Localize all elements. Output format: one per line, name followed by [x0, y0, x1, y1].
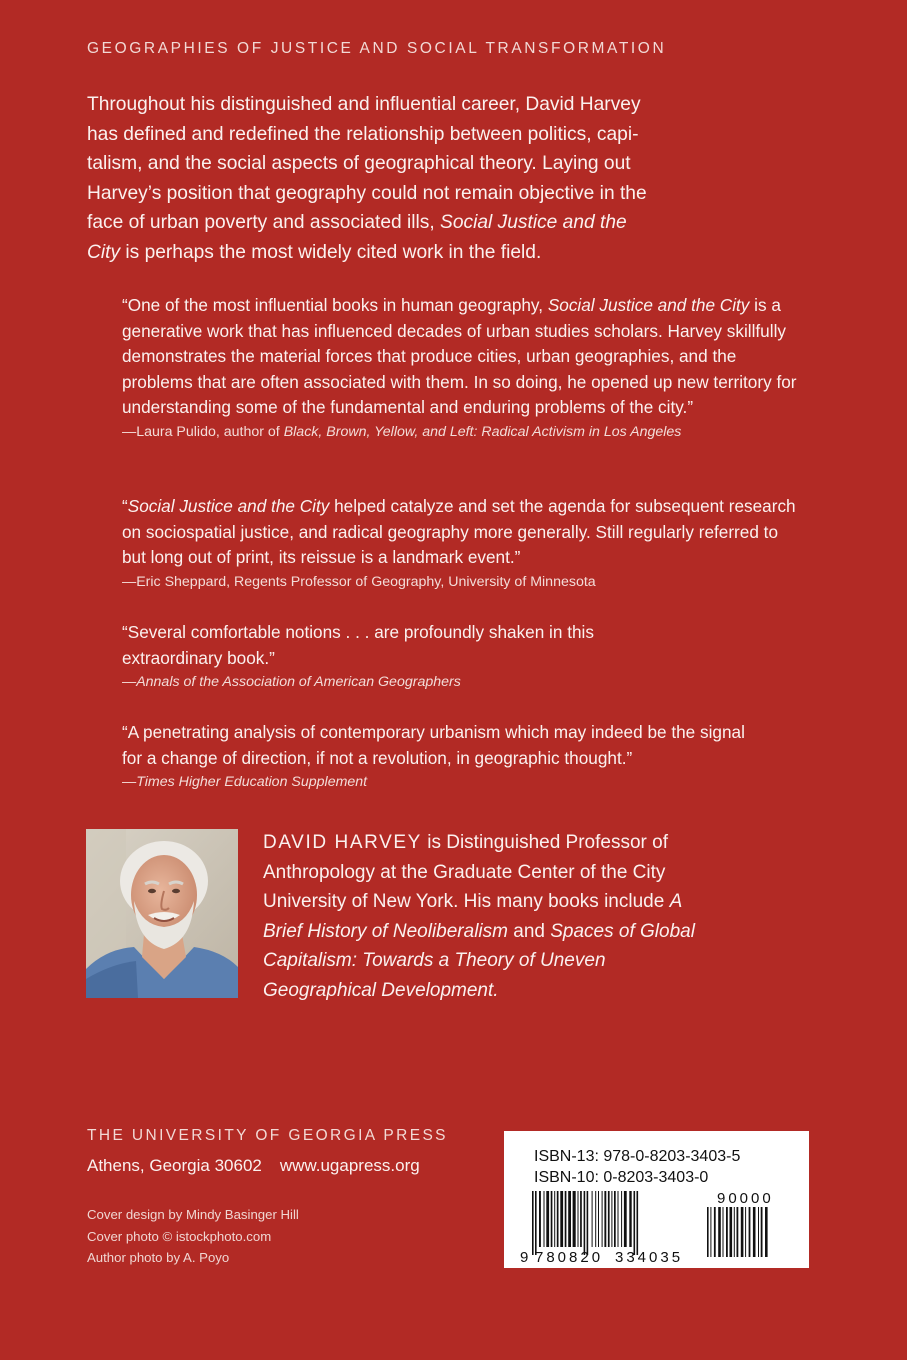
quote-attribution: —Eric Sheppard, Regents Professor of Geography, University of Minnesota: [122, 573, 596, 590]
barcode-bar: [554, 1191, 555, 1247]
price-code: 90000: [717, 1190, 774, 1207]
barcode-bar: [707, 1207, 709, 1257]
quote-text: “One of the most influential books in human geography, Social Justice and the City is a generative work that has influenced decades of urban studies scholars. Harvey skillfully demonstrates the material forces that produce cities, urban geographies, and the problems that are often associated with them. In so doing, he opened up new territory for understanding some of the fundamental and enduring problems of the city.”: [122, 295, 797, 417]
author-name: DAVID HARVEY: [263, 832, 422, 853]
barcode-bar: [718, 1207, 721, 1257]
barcode-bar: [595, 1191, 596, 1247]
barcode-bar: [592, 1191, 593, 1247]
barcode-bar: [726, 1207, 728, 1257]
barcode-bar: [544, 1191, 545, 1247]
barcode-bar: [573, 1191, 576, 1247]
quote-attribution: —Laura Pulido, author of Black, Brown, Yellow, and Left: Radical Activism in Los Angeles: [122, 423, 682, 440]
barcode-bar: [629, 1191, 631, 1247]
ean-right-digits: 334035: [615, 1249, 684, 1266]
barcode-bar: [565, 1191, 567, 1247]
isbn-13: ISBN-13: 978-0-8203-3403-5: [534, 1148, 741, 1165]
publisher-address: [87, 1156, 420, 1176]
barcode-bar: [535, 1191, 537, 1255]
credit-line: Cover photo © istockphoto.com: [87, 1228, 272, 1244]
ean-first-digit: 9: [520, 1249, 529, 1266]
publisher-city: Athens, Georgia 30602: [87, 1156, 262, 1175]
barcode-bar: [741, 1207, 744, 1257]
barcode-bar: [714, 1207, 716, 1257]
barcode-bar: [598, 1191, 599, 1247]
barcode-bar: [602, 1191, 603, 1247]
publisher-website: www.ugapress.org: [279, 1156, 420, 1175]
review-quote-sheppard: [122, 494, 802, 593]
quote-text: “Social Justice and the City helped catalyze and set the agenda for subsequent research on sociospatial justice, and radical geography more generally. Still regularly referred to but long out of print, its reissue is a landmark event.”: [122, 496, 796, 567]
credit-line: Author photo by A. Poyo: [87, 1250, 230, 1265]
barcode-bar: [734, 1207, 735, 1257]
barcode-bar: [587, 1191, 589, 1255]
barcode-bar: [604, 1191, 606, 1247]
barcode-bar: [611, 1191, 612, 1247]
author-bio: DAVID HARVEY is Distinguished Professor of Anthropology at the Graduate Center of the City University of New York. His many books include A Brief History of Neoliberalism and Spaces of Global Capitalism: Towards a Theory of Uneven Geographical Development.: [263, 832, 695, 1001]
credit-line: Cover design by Mindy Basinger Hill: [87, 1207, 299, 1222]
barcode-bar: [758, 1207, 759, 1257]
author-photo: [86, 829, 238, 998]
barcode-bar: [578, 1191, 579, 1247]
publisher-name: THE UNIVERSITY OF GEORGIA PRESS: [87, 1127, 448, 1144]
quote-attribution: —Times Higher Education Supplement: [122, 774, 368, 790]
barcode-bar: [614, 1191, 616, 1247]
review-quote-annals: [122, 620, 682, 693]
barcode-bar: [753, 1207, 756, 1257]
description-blurb: Throughout his distinguished and influential career, David Harvey has defined and redefined the relationship between politics, capi- talism, and the social aspects of geographical theory. Laying out Harvey’s position that geography could not remain objective in the face of urban poverty and associated ills, Social Justice and the City is perhaps the most widely cited work in the field.: [87, 94, 647, 263]
quote-text: “Several comfortable notions . . . are profoundly shaken in this extraordinary book.”: [122, 622, 594, 668]
barcode-bar: [584, 1191, 586, 1255]
isbn-10: ISBN-10: 0-8203-3403-0: [534, 1169, 709, 1186]
barcode-bar: [765, 1207, 768, 1257]
barcode-bar: [539, 1191, 541, 1247]
barcode-bar: [745, 1207, 746, 1257]
review-quote-pulido: [122, 293, 802, 443]
barcode-bar: [621, 1191, 622, 1247]
barcode-bar: [580, 1191, 582, 1247]
barcode-bar: [634, 1191, 636, 1255]
barcode-bar: [551, 1191, 553, 1247]
barcode-bar: [560, 1191, 563, 1247]
barcode-bar: [749, 1207, 751, 1257]
barcode-bar: [557, 1191, 559, 1247]
barcode-graphic: [504, 1131, 809, 1268]
cover-credits: [87, 1204, 299, 1269]
ean-barcode: [532, 1191, 638, 1255]
barcode-bar: [568, 1191, 571, 1247]
quote-text: “A penetrating analysis of contemporary urbanism which may indeed be the signal for a change of direction, if not a revolution, in geographic thought.”: [122, 722, 745, 768]
quote-attribution: —Annals of the Association of American Geographers: [122, 674, 461, 690]
barcode-bar: [737, 1207, 739, 1257]
barcode-panel: [504, 1131, 809, 1268]
barcode-bar: [710, 1207, 711, 1257]
barcode-bar: [723, 1207, 724, 1257]
ean-left-digits: 780820: [535, 1249, 604, 1266]
barcode-bar: [546, 1191, 549, 1247]
review-quote-times: [122, 720, 762, 793]
barcode-bar: [532, 1191, 534, 1255]
series-title: GEOGRAPHIES OF JUSTICE AND SOCIAL TRANSFORMATION: [87, 40, 667, 57]
barcode-bar: [637, 1191, 639, 1255]
price-addon-barcode: [707, 1207, 768, 1257]
barcode-bar: [730, 1207, 733, 1257]
barcode-bar: [761, 1207, 763, 1257]
barcode-bar: [618, 1191, 619, 1247]
barcode-bar: [608, 1191, 610, 1247]
barcode-bar: [624, 1191, 627, 1247]
